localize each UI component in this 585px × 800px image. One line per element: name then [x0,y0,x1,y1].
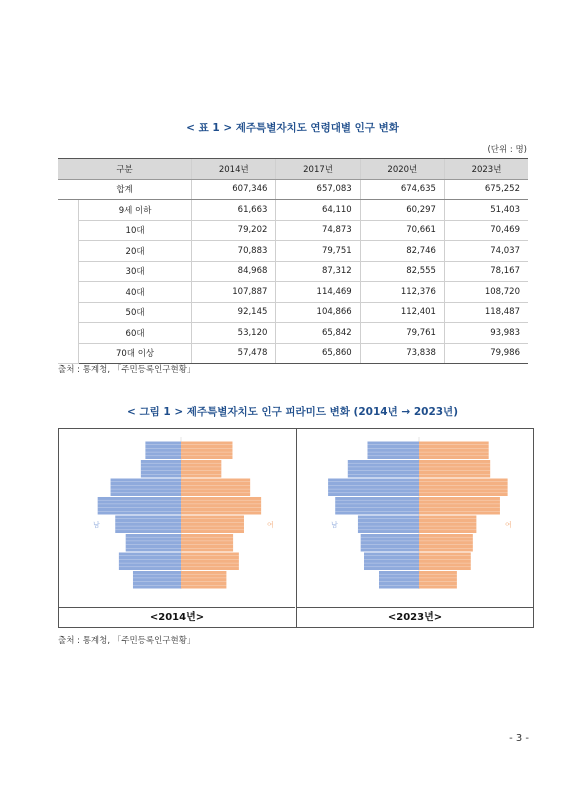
female-bar [181,497,261,515]
cell-value: 112,376 [360,282,444,303]
female-label: 여 [505,521,512,529]
cell-value: 657,083 [276,179,360,200]
male-bar [367,442,419,460]
male-bar [348,460,419,478]
female-bar [181,571,226,589]
pyramid-caption-2023: <2023년> [297,607,533,628]
pyramid-chart-2014 [63,431,291,605]
cell-value: 82,746 [360,241,444,262]
cell-value: 57,478 [192,343,276,364]
male-bar [141,460,181,478]
cell-value: 73,838 [360,343,444,364]
cell-value: 65,842 [276,323,360,344]
pyramid-panel-2023 [296,429,533,627]
table-row [58,261,528,282]
cell-value: 53,120 [192,323,276,344]
female-bar [419,516,476,534]
male-bar [115,516,181,534]
male-bar [361,534,419,552]
table-title: < 표 1 > 제주특별자치도 연령대별 인구 변화 [186,122,399,134]
row-group-indent [58,200,79,364]
male-bar [328,479,419,497]
pyramid-panel-2014 [59,429,295,627]
female-bar [419,534,473,552]
cell-value: 93,983 [444,323,528,344]
cell-value: 74,037 [444,241,528,262]
female-bar [419,553,471,571]
male-bar [379,571,419,589]
population-table [58,158,528,364]
table-row [58,241,528,262]
figure-title: < 그림 1 > 제주특별자치도 인구 피라미드 변화 (2014년 → 2023년) [126,406,459,418]
male-bar [335,497,419,515]
row-label: 30대 [79,261,192,282]
cell-value: 84,968 [192,261,276,282]
cell-value: 79,986 [444,343,528,364]
header-category: 구분 [58,159,192,180]
figure-source: 출처 : 통계청, 「주민등록인구현황」 [58,636,196,646]
row-label: 40대 [79,282,192,303]
header-year: 2014년 [192,159,276,180]
female-bar [419,571,457,589]
cell-value: 79,751 [276,241,360,262]
female-bar [181,442,232,460]
table-row [58,282,528,303]
male-bar [98,497,181,515]
row-label: 합계 [58,179,192,200]
row-label: 50대 [79,302,192,323]
cell-value: 104,866 [276,302,360,323]
cell-value: 675,252 [444,179,528,200]
female-bar [181,516,244,534]
male-bar [111,479,181,497]
table-row [58,302,528,323]
male-bar [358,516,419,534]
cell-value: 114,469 [276,282,360,303]
table-row [58,323,528,344]
row-label: 10대 [79,220,192,241]
cell-value: 70,469 [444,220,528,241]
female-bar [419,497,500,515]
page-number: - 3 - [509,733,529,744]
cell-value: 70,661 [360,220,444,241]
pyramid-chart-2023 [301,431,529,605]
table-header-row [58,159,528,180]
row-label: 70대 이상 [79,343,192,364]
female-bar [181,534,233,552]
table-row-total [58,179,528,200]
header-year: 2017년 [276,159,360,180]
table-source: 출처 : 통계청, 「주민등록인구현황」 [58,365,196,375]
cell-value: 108,720 [444,282,528,303]
male-label: 남 [331,521,338,529]
cell-value: 65,860 [276,343,360,364]
cell-value: 79,202 [192,220,276,241]
female-bar [419,460,490,478]
cell-value: 674,635 [360,179,444,200]
cell-value: 51,403 [444,200,528,221]
table-row [58,220,528,241]
table-row [58,200,528,221]
pyramid-caption-2014: <2014년> [59,607,295,628]
male-label: 남 [93,521,100,529]
header-year: 2023년 [444,159,528,180]
male-bar [364,553,419,571]
cell-value: 64,110 [276,200,360,221]
female-bar [181,553,239,571]
female-bar [419,479,508,497]
cell-value: 607,346 [192,179,276,200]
female-bar [419,442,489,460]
female-bar [181,460,221,478]
female-label: 여 [267,521,274,529]
cell-value: 78,167 [444,261,528,282]
row-label: 9세 이하 [79,200,192,221]
cell-value: 74,873 [276,220,360,241]
male-bar [119,553,181,571]
cell-value: 70,883 [192,241,276,262]
row-label: 60대 [79,323,192,344]
male-bar [126,534,181,552]
cell-value: 79,761 [360,323,444,344]
table-row [58,343,528,364]
cell-value: 112,401 [360,302,444,323]
male-bar [145,442,181,460]
cell-value: 61,663 [192,200,276,221]
unit-label: (단위 : 명) [487,145,527,155]
header-year: 2020년 [360,159,444,180]
cell-value: 60,297 [360,200,444,221]
row-label: 20대 [79,241,192,262]
cell-value: 87,312 [276,261,360,282]
cell-value: 92,145 [192,302,276,323]
cell-value: 107,887 [192,282,276,303]
cell-value: 82,555 [360,261,444,282]
cell-value: 118,487 [444,302,528,323]
male-bar [133,571,181,589]
female-bar [181,479,250,497]
pyramid-figure [58,428,534,628]
